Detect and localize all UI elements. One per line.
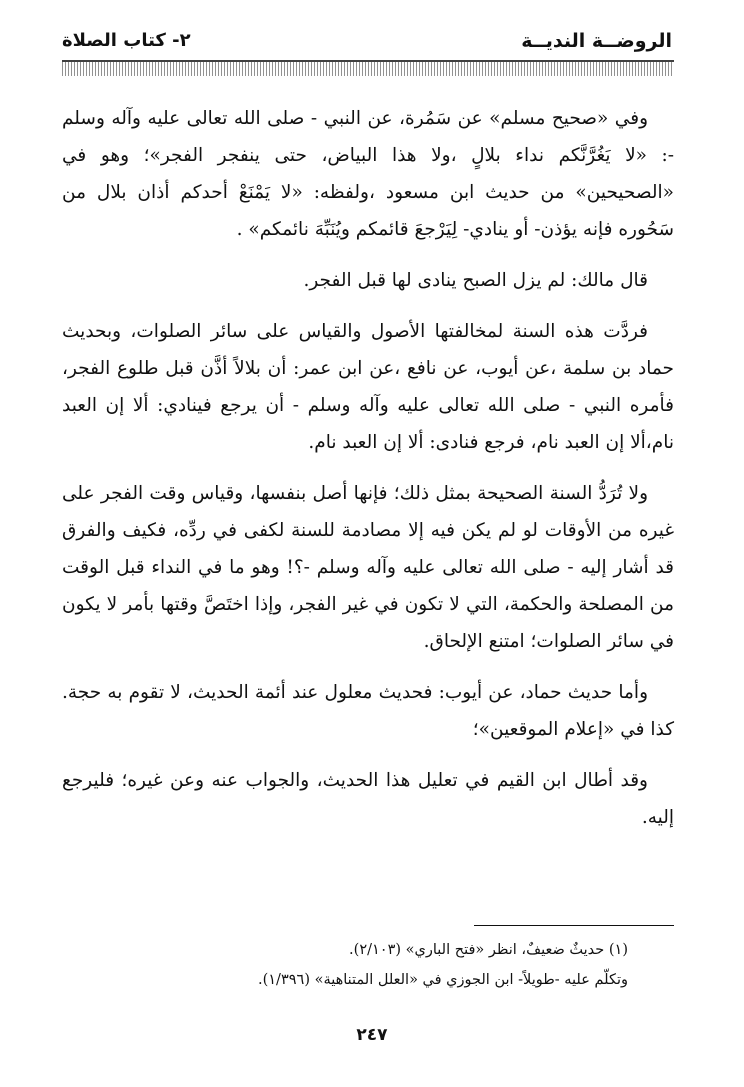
footnote: وتكلّم عليه -طويلاً- ابن الجوزي في «العلل المتناهية» (١/٣٩٦). xyxy=(257,972,628,988)
footnote-divider xyxy=(474,925,674,926)
page-number: ٢٤٧ xyxy=(356,1025,388,1045)
footnotes xyxy=(62,935,674,995)
paragraph: وقد أطال ابن القيم في تعليل هذا الحديث، والجواب عنه وعن غيره؛ فليرجع إليه. xyxy=(62,770,674,828)
paragraph: وأما حديث حماد، عن أيوب: فحديث معلول عند أئمة الحديث، لا تقوم به حجة. كذا في «إعلام الموقعين»؛ xyxy=(62,682,674,740)
main-text xyxy=(62,100,674,850)
header-divider xyxy=(62,60,674,76)
chapter-title: ٢- كتاب الصلاة xyxy=(62,30,191,51)
paragraph: قال مالك: لم يزل الصبح ينادى لها قبل الفجر. xyxy=(303,270,648,291)
running-header xyxy=(62,28,672,58)
paragraph: ولا تُرَدُّ السنة الصحيحة بمثل ذلك؛ فإنها أصل بنفسها، وقياس وقت الفجر على غيره من الأوقات لو لم يكن فيه إلا مصادمة للسنة لكفى في ردِّه، فكيف والفرق قد أشار إليه - صلى الله تعالى عليه وآله وسلم -؟! وهو ما في النداء قبل الوقت من المصلحة والحكمة، التي لا تكون في غير الفجر، وإذا اختَصَّ وقتها بأمر لا يكون في سائر الصلوات؛ امتنع الإلحاق. xyxy=(62,483,674,652)
paragraph: فردَّت هذه السنة لمخالفتها الأصول والقياس على سائر الصلوات، وبحديث حماد بن سلمة ،عن أيوب، عن نافع ،عن ابن عمر: أن بلالاً أذَّن قبل طلوع الفجر، فأمره النبي - صلى الله تعالى عليه وآله وسلم - أن يرجع فينادي: ألا إن العبد نام،ألا إن العبد نام، فرجع فنادى: ألا إن العبد نام. xyxy=(62,321,674,453)
paragraph: وفي «صحيح مسلم» عن سَمُرة، عن النبي - صلى الله تعالى عليه وآله وسلم -: «لا يَغُرَّنَّكم نداء بلالٍ ،ولا هذا البياض، حتى ينفجر الفجر»؛ وهو في «الصحيحين» من حديث ابن مسعود ،ولفظه: «لا يَمْنَعْ أحدكم أذان بلال من سَحُوره فإنه يؤذن- أو ينادي- لِيَرْجعَ قائمكم ويُنَبِّهَ نائمكم» . xyxy=(62,108,674,240)
book-title: الروضــة النديــة xyxy=(521,30,672,52)
footnote: (١) حديثٌ ضعيفٌ، انظر «فتح الباري» (٢/١٠٣). xyxy=(349,942,628,958)
